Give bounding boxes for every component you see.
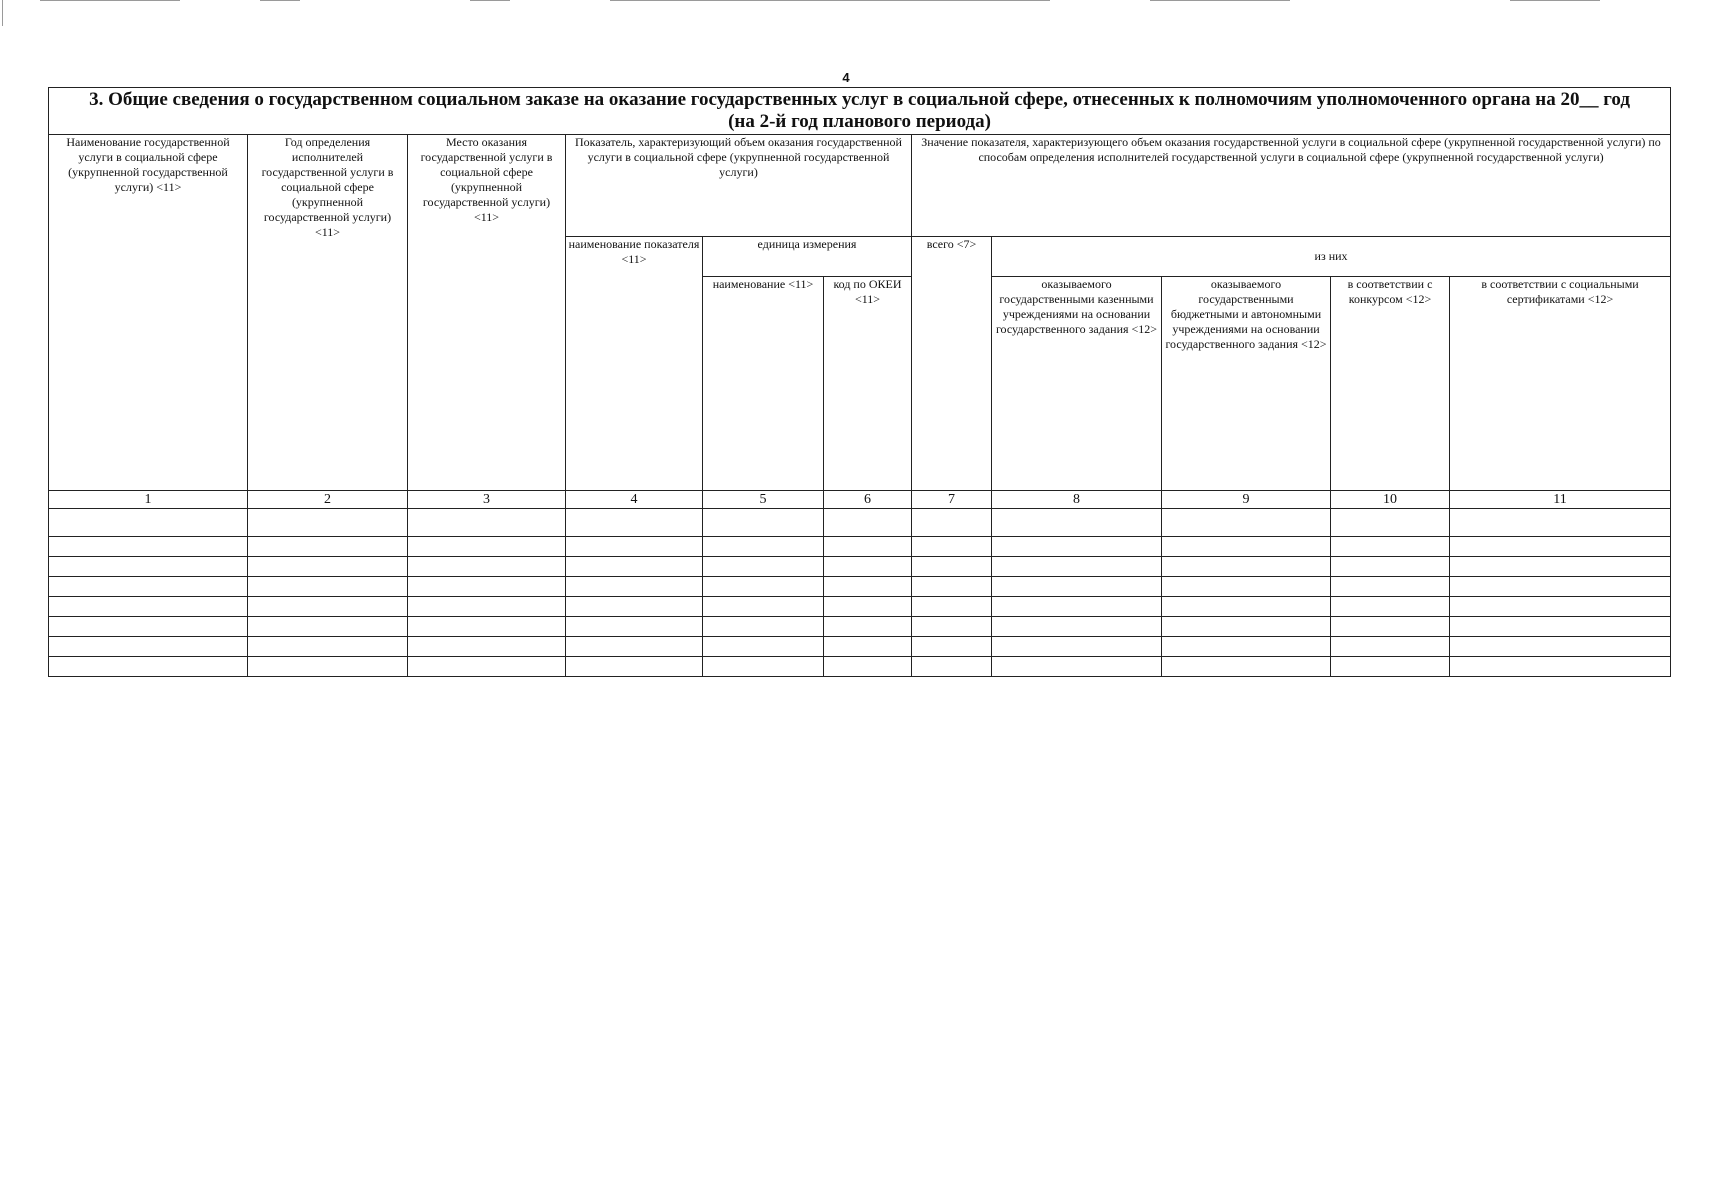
empty-cell xyxy=(49,637,248,657)
empty-cell xyxy=(912,597,992,617)
table-row xyxy=(49,597,1671,617)
empty-cell xyxy=(703,637,824,657)
empty-data-rows xyxy=(49,509,1671,677)
empty-cell xyxy=(912,537,992,557)
empty-cell xyxy=(1331,577,1450,597)
empty-cell xyxy=(1162,577,1331,597)
header-of-them: из них xyxy=(992,237,1671,277)
empty-cell xyxy=(703,577,824,597)
empty-cell xyxy=(408,509,566,537)
empty-cell xyxy=(824,617,912,637)
empty-cell xyxy=(824,657,912,677)
empty-cell xyxy=(703,509,824,537)
empty-cell xyxy=(992,537,1162,557)
empty-cell xyxy=(248,557,408,577)
empty-cell xyxy=(824,509,912,537)
empty-cell xyxy=(992,509,1162,537)
empty-cell xyxy=(1331,637,1450,657)
empty-cell xyxy=(566,617,703,637)
empty-cell xyxy=(992,637,1162,657)
header-indicator-group: Показатель, характеризующий объем оказания государственной услуги в социальной сфере (укрупненной государственной услуги) xyxy=(566,135,912,237)
column-number: 8 xyxy=(992,491,1162,509)
empty-cell xyxy=(248,509,408,537)
social-order-table xyxy=(48,87,1671,677)
empty-cell xyxy=(566,637,703,657)
header-place: Место оказания государственной услуги в социальной сфере (укрупненной государственной услуги) <11> xyxy=(408,135,566,491)
empty-cell xyxy=(49,537,248,557)
empty-cell xyxy=(1162,597,1331,617)
scan-artifact xyxy=(260,0,300,1)
empty-cell xyxy=(49,597,248,617)
empty-cell xyxy=(49,557,248,577)
header-year: Год определения исполнителей государственной услуги в социальной сфере (укрупненной государственной услуги) <11> xyxy=(248,135,408,491)
empty-cell xyxy=(1331,557,1450,577)
empty-cell xyxy=(566,509,703,537)
empty-cell xyxy=(408,657,566,677)
empty-cell xyxy=(1450,617,1671,637)
empty-cell xyxy=(1331,617,1450,637)
empty-cell xyxy=(49,577,248,597)
empty-cell xyxy=(1162,557,1331,577)
empty-cell xyxy=(248,597,408,617)
scan-artifact xyxy=(2,0,3,26)
header-value-group: Значение показателя, характеризующего объем оказания государственной услуги в социальной сфере (укрупненной государственной услуги) по способам определения исполнителей государственной услуги в социальной сфере (укрупненной государственной услуги) xyxy=(912,135,1671,237)
empty-cell xyxy=(703,557,824,577)
empty-cell xyxy=(992,557,1162,577)
section-title-cell xyxy=(49,88,1671,135)
column-number: 5 xyxy=(703,491,824,509)
empty-cell xyxy=(912,577,992,597)
column-number: 4 xyxy=(566,491,703,509)
empty-cell xyxy=(49,509,248,537)
empty-cell xyxy=(1450,597,1671,617)
empty-cell xyxy=(1450,557,1671,577)
table-row xyxy=(49,557,1671,577)
empty-cell xyxy=(912,637,992,657)
empty-cell xyxy=(1331,537,1450,557)
empty-cell xyxy=(1162,637,1331,657)
empty-cell xyxy=(408,597,566,617)
header-unit-name: наименование <11> xyxy=(703,277,824,491)
empty-cell xyxy=(703,537,824,557)
scan-artifact xyxy=(1150,0,1290,1)
empty-cell xyxy=(408,557,566,577)
table-row xyxy=(49,657,1671,677)
empty-cell xyxy=(1331,657,1450,677)
empty-cell xyxy=(703,657,824,677)
column-number: 1 xyxy=(49,491,248,509)
empty-cell xyxy=(1450,537,1671,557)
empty-cell xyxy=(408,537,566,557)
empty-cell xyxy=(49,657,248,677)
table-row xyxy=(49,617,1671,637)
empty-cell xyxy=(1162,509,1331,537)
empty-cell xyxy=(912,557,992,577)
empty-cell xyxy=(566,597,703,617)
empty-cell xyxy=(566,657,703,677)
empty-cell xyxy=(824,557,912,577)
header-okei-code: код по ОКЕИ <11> xyxy=(824,277,912,491)
scan-artifact xyxy=(40,0,180,1)
header-state-institutions: оказываемого государственными казенными учреждениями на основании государственного задания <12> xyxy=(992,277,1162,491)
empty-cell xyxy=(248,637,408,657)
empty-cell xyxy=(992,597,1162,617)
empty-cell xyxy=(1450,657,1671,677)
empty-cell xyxy=(824,597,912,617)
table-row xyxy=(49,509,1671,537)
column-number: 11 xyxy=(1450,491,1671,509)
empty-cell xyxy=(49,617,248,637)
empty-cell xyxy=(992,617,1162,637)
column-number: 10 xyxy=(1331,491,1450,509)
empty-cell xyxy=(408,577,566,597)
empty-cell xyxy=(1450,577,1671,597)
empty-cell xyxy=(248,577,408,597)
empty-cell xyxy=(1162,657,1331,677)
empty-cell xyxy=(824,637,912,657)
empty-cell xyxy=(566,537,703,557)
page-number: 4 xyxy=(842,70,850,85)
header-unit-group: единица измерения xyxy=(703,237,912,277)
empty-cell xyxy=(824,577,912,597)
header-total: всего <7> xyxy=(912,237,992,491)
empty-cell xyxy=(1162,617,1331,637)
header-indicator-name: наименование показателя <11> xyxy=(566,237,703,491)
empty-cell xyxy=(824,537,912,557)
empty-cell xyxy=(408,637,566,657)
empty-cell xyxy=(248,657,408,677)
empty-cell xyxy=(912,509,992,537)
column-number: 2 xyxy=(248,491,408,509)
table-row xyxy=(49,537,1671,557)
empty-cell xyxy=(248,617,408,637)
header-budget-institutions: оказываемого государственными бюджетными и автономными учреждениями на основании государственного задания <12> xyxy=(1162,277,1331,491)
column-number: 9 xyxy=(1162,491,1331,509)
empty-cell xyxy=(703,597,824,617)
empty-cell xyxy=(912,617,992,637)
empty-cell xyxy=(1450,637,1671,657)
scan-artifact xyxy=(610,0,1050,1)
empty-cell xyxy=(1331,597,1450,617)
header-certificates: в соответствии с социальными сертификатами <12> xyxy=(1450,277,1671,491)
empty-cell xyxy=(992,657,1162,677)
table-row xyxy=(49,637,1671,657)
section-subtitle: (на 2-й год планового периода) xyxy=(728,111,991,132)
empty-cell xyxy=(566,577,703,597)
section-title: 3. Общие сведения о государственном социальном заказе на оказание государственных услуг в социальной сфере, отнесенных к полномочиям уполномоченного органа на 20__ год xyxy=(89,89,1630,110)
column-number: 3 xyxy=(408,491,566,509)
table-row xyxy=(49,577,1671,597)
header-competition: в соответствии с конкурсом <12> xyxy=(1331,277,1450,491)
empty-cell xyxy=(703,617,824,637)
empty-cell xyxy=(408,617,566,637)
column-number: 6 xyxy=(824,491,912,509)
empty-cell xyxy=(1450,509,1671,537)
empty-cell xyxy=(992,577,1162,597)
empty-cell xyxy=(1162,537,1331,557)
empty-cell xyxy=(912,657,992,677)
empty-cell xyxy=(1331,509,1450,537)
column-number: 7 xyxy=(912,491,992,509)
header-service-name: Наименование государственной услуги в социальной сфере (укрупненной государственной услуги) <11> xyxy=(49,135,248,491)
empty-cell xyxy=(248,537,408,557)
scan-artifact xyxy=(470,0,510,1)
scan-artifact xyxy=(1510,0,1600,1)
empty-cell xyxy=(566,557,703,577)
